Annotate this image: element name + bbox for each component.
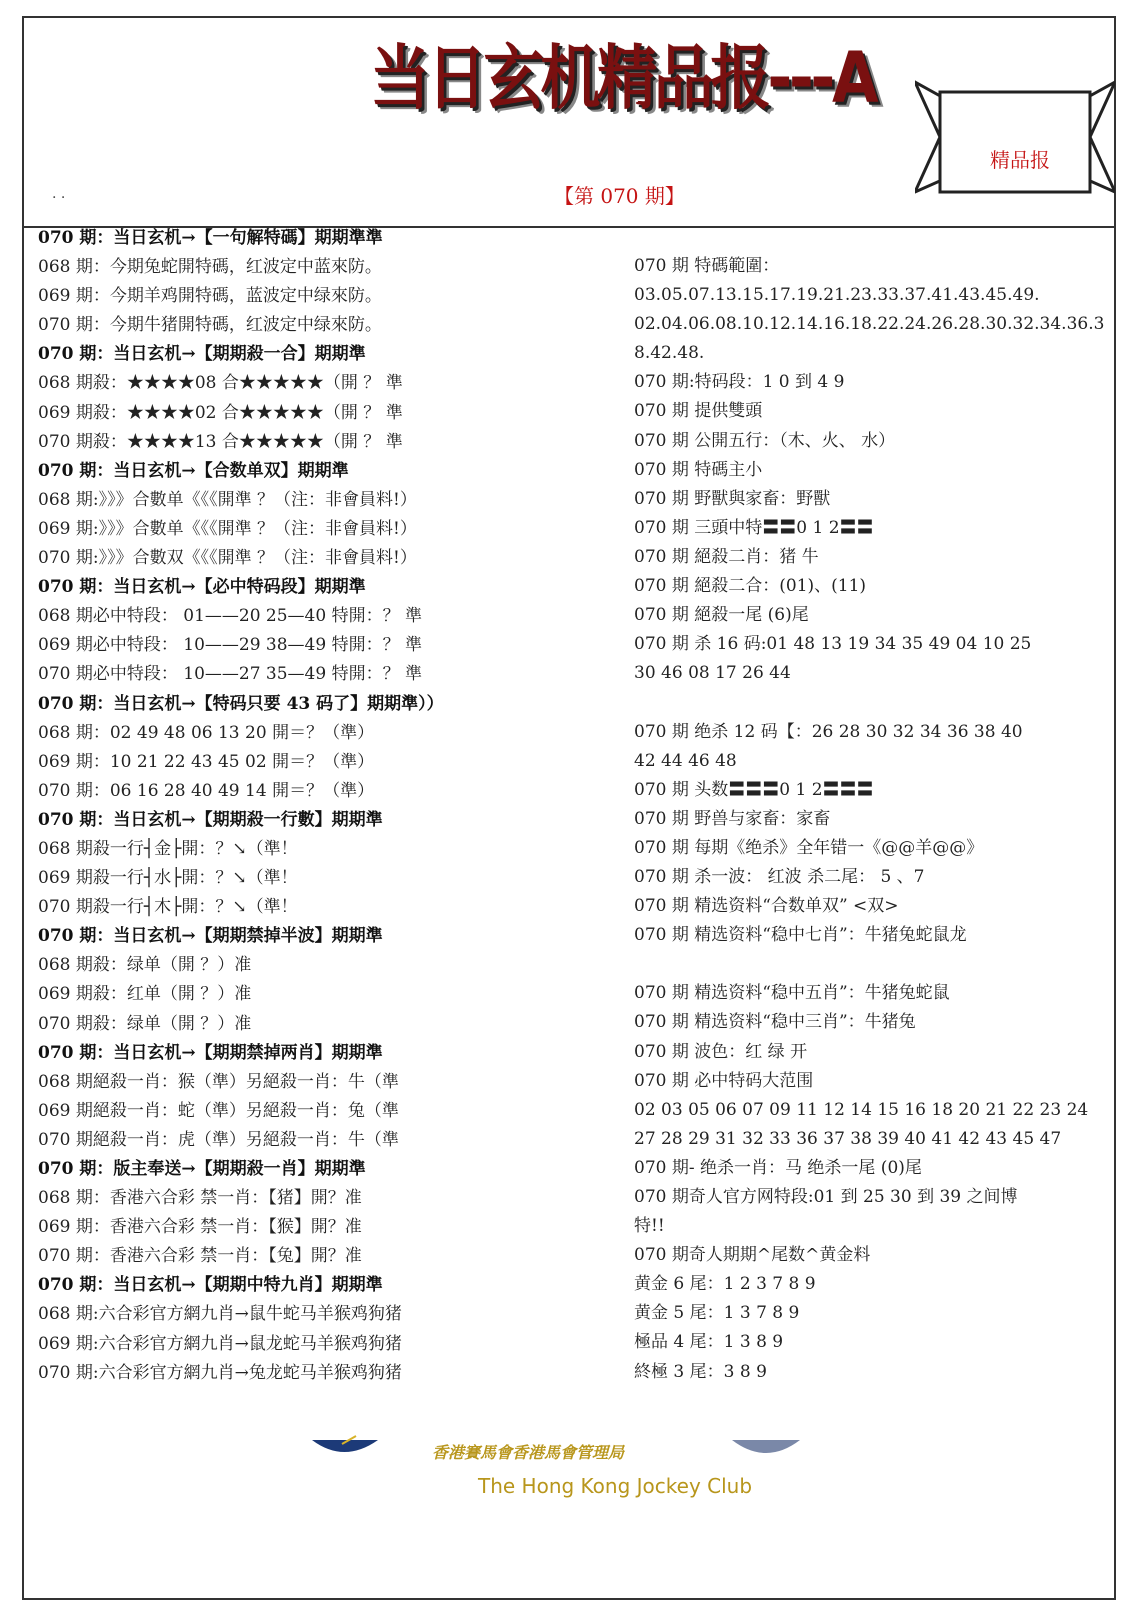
page-title: 当日玄机精品报---A [370, 37, 876, 119]
list-item: 070 期 特碼範圍： [634, 256, 780, 276]
list-item: 070 期- 绝杀一肖：马 绝杀一尾 (0)尾 [634, 1157, 922, 1178]
list-item: 069 期殺：红单（開 ？）准 [38, 984, 252, 1005]
list-item: 070 期 絕殺一尾 (6)尾 [634, 605, 809, 626]
jockey-club-english: The Hong Kong Jockey Club [478, 1474, 753, 1498]
list-item: 070 期 野兽与家畜：家畜 [634, 808, 831, 829]
list-item: 068 期殺一行┤金├開：？↘（準！ [38, 838, 298, 859]
list-item: 特!! [634, 1216, 665, 1237]
list-item: 070 期：06 16 28 40 49 14 開＝？（準） [38, 780, 375, 801]
list-item: 070 期 必中特码大范围 [634, 1070, 814, 1091]
list-item: 068 期:》》》合數单《《《開準 ？（注：非會員料!） [38, 489, 417, 510]
list-item: 黄金 6 尾：1 2 3 7 8 9 [634, 1274, 816, 1295]
list-item: 070 期 头数〓〓〓0 1 2〓〓〓 [634, 779, 874, 800]
list-item: 070 期 精选资料“稳中三肖”：牛猪兔 [634, 1012, 916, 1033]
list-item: 03.05.07.13.15.17.19.21.23.33.37.41.43.45.49. [634, 285, 1040, 306]
list-item: 30 46 08 17 26 44 [634, 663, 791, 684]
section-heading: 070 期：当日玄机→【期期禁掉半波】期期準 [38, 926, 383, 947]
list-item: 068 期必中特段： 01——20 25—40 特開：？ 準 [38, 606, 422, 627]
list-item: 070 期:特码段：1 0 到 4 9 [634, 372, 845, 393]
spacer [634, 950, 1114, 979]
list-item: 068 期：今期兔蛇開特碼，红波定中蓝來防。 [38, 257, 382, 278]
list-item: 黄金 5 尾：1 3 7 8 9 [634, 1303, 800, 1324]
list-item: 070 期 绝杀 12 码【：26 28 30 32 34 36 38 40 [634, 721, 1023, 742]
list-item: 069 期殺一行┤水├開：？↘（準！ [38, 868, 298, 889]
list-item: 070 期絕殺一肖：虎（準）另絕殺一肖：牛（準 [38, 1129, 399, 1150]
corner-dots: . . [52, 186, 66, 202]
list-item: 070 期 絕殺二肖：猪 牛 [634, 546, 819, 567]
list-item: 068 期殺：绿单（開 ？）准 [38, 955, 252, 976]
issue-number: 【第 070 期】 [554, 184, 685, 208]
section-heading: 070 期：当日玄机→【特码只要 43 码了】期期準）） [38, 693, 444, 714]
list-item: 068 期：02 49 48 06 13 20 開＝？（準） [38, 722, 375, 743]
list-item: 069 期:》》》合數单《《《開準 ？（注：非會員料!） [38, 518, 417, 539]
list-item: 069 期殺：★★★★02 合★★★★★（開 ？ 準 [38, 402, 403, 423]
list-item: 070 期奇人官方网特段:01 到 25 30 到 39 之间博 [634, 1187, 1018, 1207]
list-item: 070 期 野獸與家畜：野獸 [634, 488, 831, 509]
list-item: 02 03 05 06 07 09 11 12 14 15 16 18 20 21 22 23 24 [634, 1099, 1089, 1120]
list-item: 070 期殺：★★★★13 合★★★★★（開 ？ 準 [38, 431, 403, 452]
list-item: 070 期奇人期期^尾数^黄金料 [634, 1245, 871, 1266]
list-item: 070 期必中特段： 10——27 35—49 特開：？ 準 [38, 664, 422, 685]
section-heading: 070 期：当日玄机→【必中特码段】期期準 [38, 577, 366, 598]
list-item: 終極 3 尾：3 8 9 [634, 1361, 767, 1382]
right-column [634, 252, 1114, 1387]
list-item: 42 44 46 48 [634, 750, 737, 771]
spacer [634, 688, 1114, 717]
section-heading: 070 期：当日玄机→【合数单双】期期準 [38, 460, 349, 481]
list-item: 068 期殺：★★★★08 合★★★★★（開 ？ 準 [38, 373, 403, 394]
list-item: 070 期:》》》合數双《《《開準 ？（注：非會員料!） [38, 548, 417, 569]
section-heading: 070 期：当日玄机→【期期殺一行數】期期準 [38, 809, 383, 830]
list-item: 070 期 公開五行：（木、火、 水） [634, 430, 896, 451]
list-item: 069 期絕殺一肖：蛇（準）另絕殺一肖：兔（準 [38, 1100, 399, 1121]
list-item: 070 期 精选资料“稳中七肖”：牛猪兔蛇鼠龙 [634, 925, 967, 946]
jockey-club-chinese: 香港賽馬會香港馬會管理局 [432, 1443, 625, 1462]
list-item: 02.04.06.08.10.12.14.16.18.22.24.26.28.30.32.34.36.3 [634, 314, 1105, 335]
list-item: 068 期:六合彩官方網九肖→鼠牛蛇马羊猴鸡狗猪 [38, 1304, 402, 1325]
list-item: 068 期絕殺一肖：猴（準）另絕殺一肖：牛（準 [38, 1071, 399, 1092]
section-heading: 070 期：当日玄机→【期期中特九肖】期期準 [38, 1275, 383, 1296]
list-item: 070 期 三頭中特〓〓0 1 2〓〓 [634, 517, 874, 538]
ribbon-label: 精品报 [990, 148, 1050, 172]
list-item: 070 期 每期《绝杀》全年错一《@@羊@@》 [634, 837, 984, 858]
list-item: 8.42.48. [634, 343, 705, 364]
list-item: 070 期殺：绿单（開 ？）准 [38, 1013, 252, 1034]
list-item: 069 期：10 21 22 43 45 02 開＝？（準） [38, 751, 375, 772]
list-item: 069 期：今期羊鸡開特碼，蓝波定中绿來防。 [38, 286, 382, 307]
list-item: 070 期 絕殺二合：(01)、(11) [634, 576, 867, 597]
list-item: 069 期:六合彩官方網九肖→鼠龙蛇马羊猴鸡狗猪 [38, 1333, 402, 1354]
left-column [38, 224, 603, 1388]
section-heading: 070 期：当日玄机→【一句解特碼】期期準準 [38, 228, 383, 248]
list-item: 070 期 精选资料“合数单双” <双> [634, 896, 899, 917]
section-heading: 070 期：当日玄机→【期期禁掉两肖】期期準 [38, 1042, 383, 1063]
list-item: 070 期：香港六合彩 禁一肖：【兔】開？准 [38, 1246, 362, 1267]
list-item: 070 期 杀 16 码:01 48 13 19 34 35 49 04 10 25 [634, 634, 1032, 655]
list-item: 068 期：香港六合彩 禁一肖：【猪】開？准 [38, 1188, 362, 1209]
list-item: 070 期 精选资料“稳中五肖”：牛猪兔蛇鼠 [634, 983, 950, 1004]
section-heading: 070 期：当日玄机→【期期殺一合】期期準 [38, 344, 366, 365]
list-item: 070 期 波色：红 绿 开 [634, 1041, 808, 1062]
list-item: 070 期:六合彩官方網九肖→兔龙蛇马羊猴鸡狗猪 [38, 1362, 402, 1383]
section-heading: 070 期：版主奉送→【期期殺一肖】期期準 [38, 1159, 366, 1179]
list-item: 069 期：香港六合彩 禁一肖：【猴】開？准 [38, 1217, 362, 1238]
list-item: 070 期 特碼主小 [634, 459, 763, 480]
list-item: 070 期 提供雙頭 [634, 401, 763, 422]
list-item: 070 期殺一行┤木├開：？↘（準！ [38, 897, 298, 918]
list-item: 069 期必中特段： 10——29 38—49 特開：？ 準 [38, 635, 422, 656]
list-item: 27 28 29 31 32 33 36 37 38 39 40 41 42 43 45 47 [634, 1128, 1062, 1149]
list-item: 070 期：今期牛猪開特碼，红波定中绿來防。 [38, 315, 382, 336]
list-item: 極品 4 尾：1 3 8 9 [634, 1332, 784, 1353]
ribbon-banner-icon [915, 62, 1115, 212]
list-item: 070 期 杀一波： 红波 杀二尾： 5 、7 [634, 866, 925, 887]
